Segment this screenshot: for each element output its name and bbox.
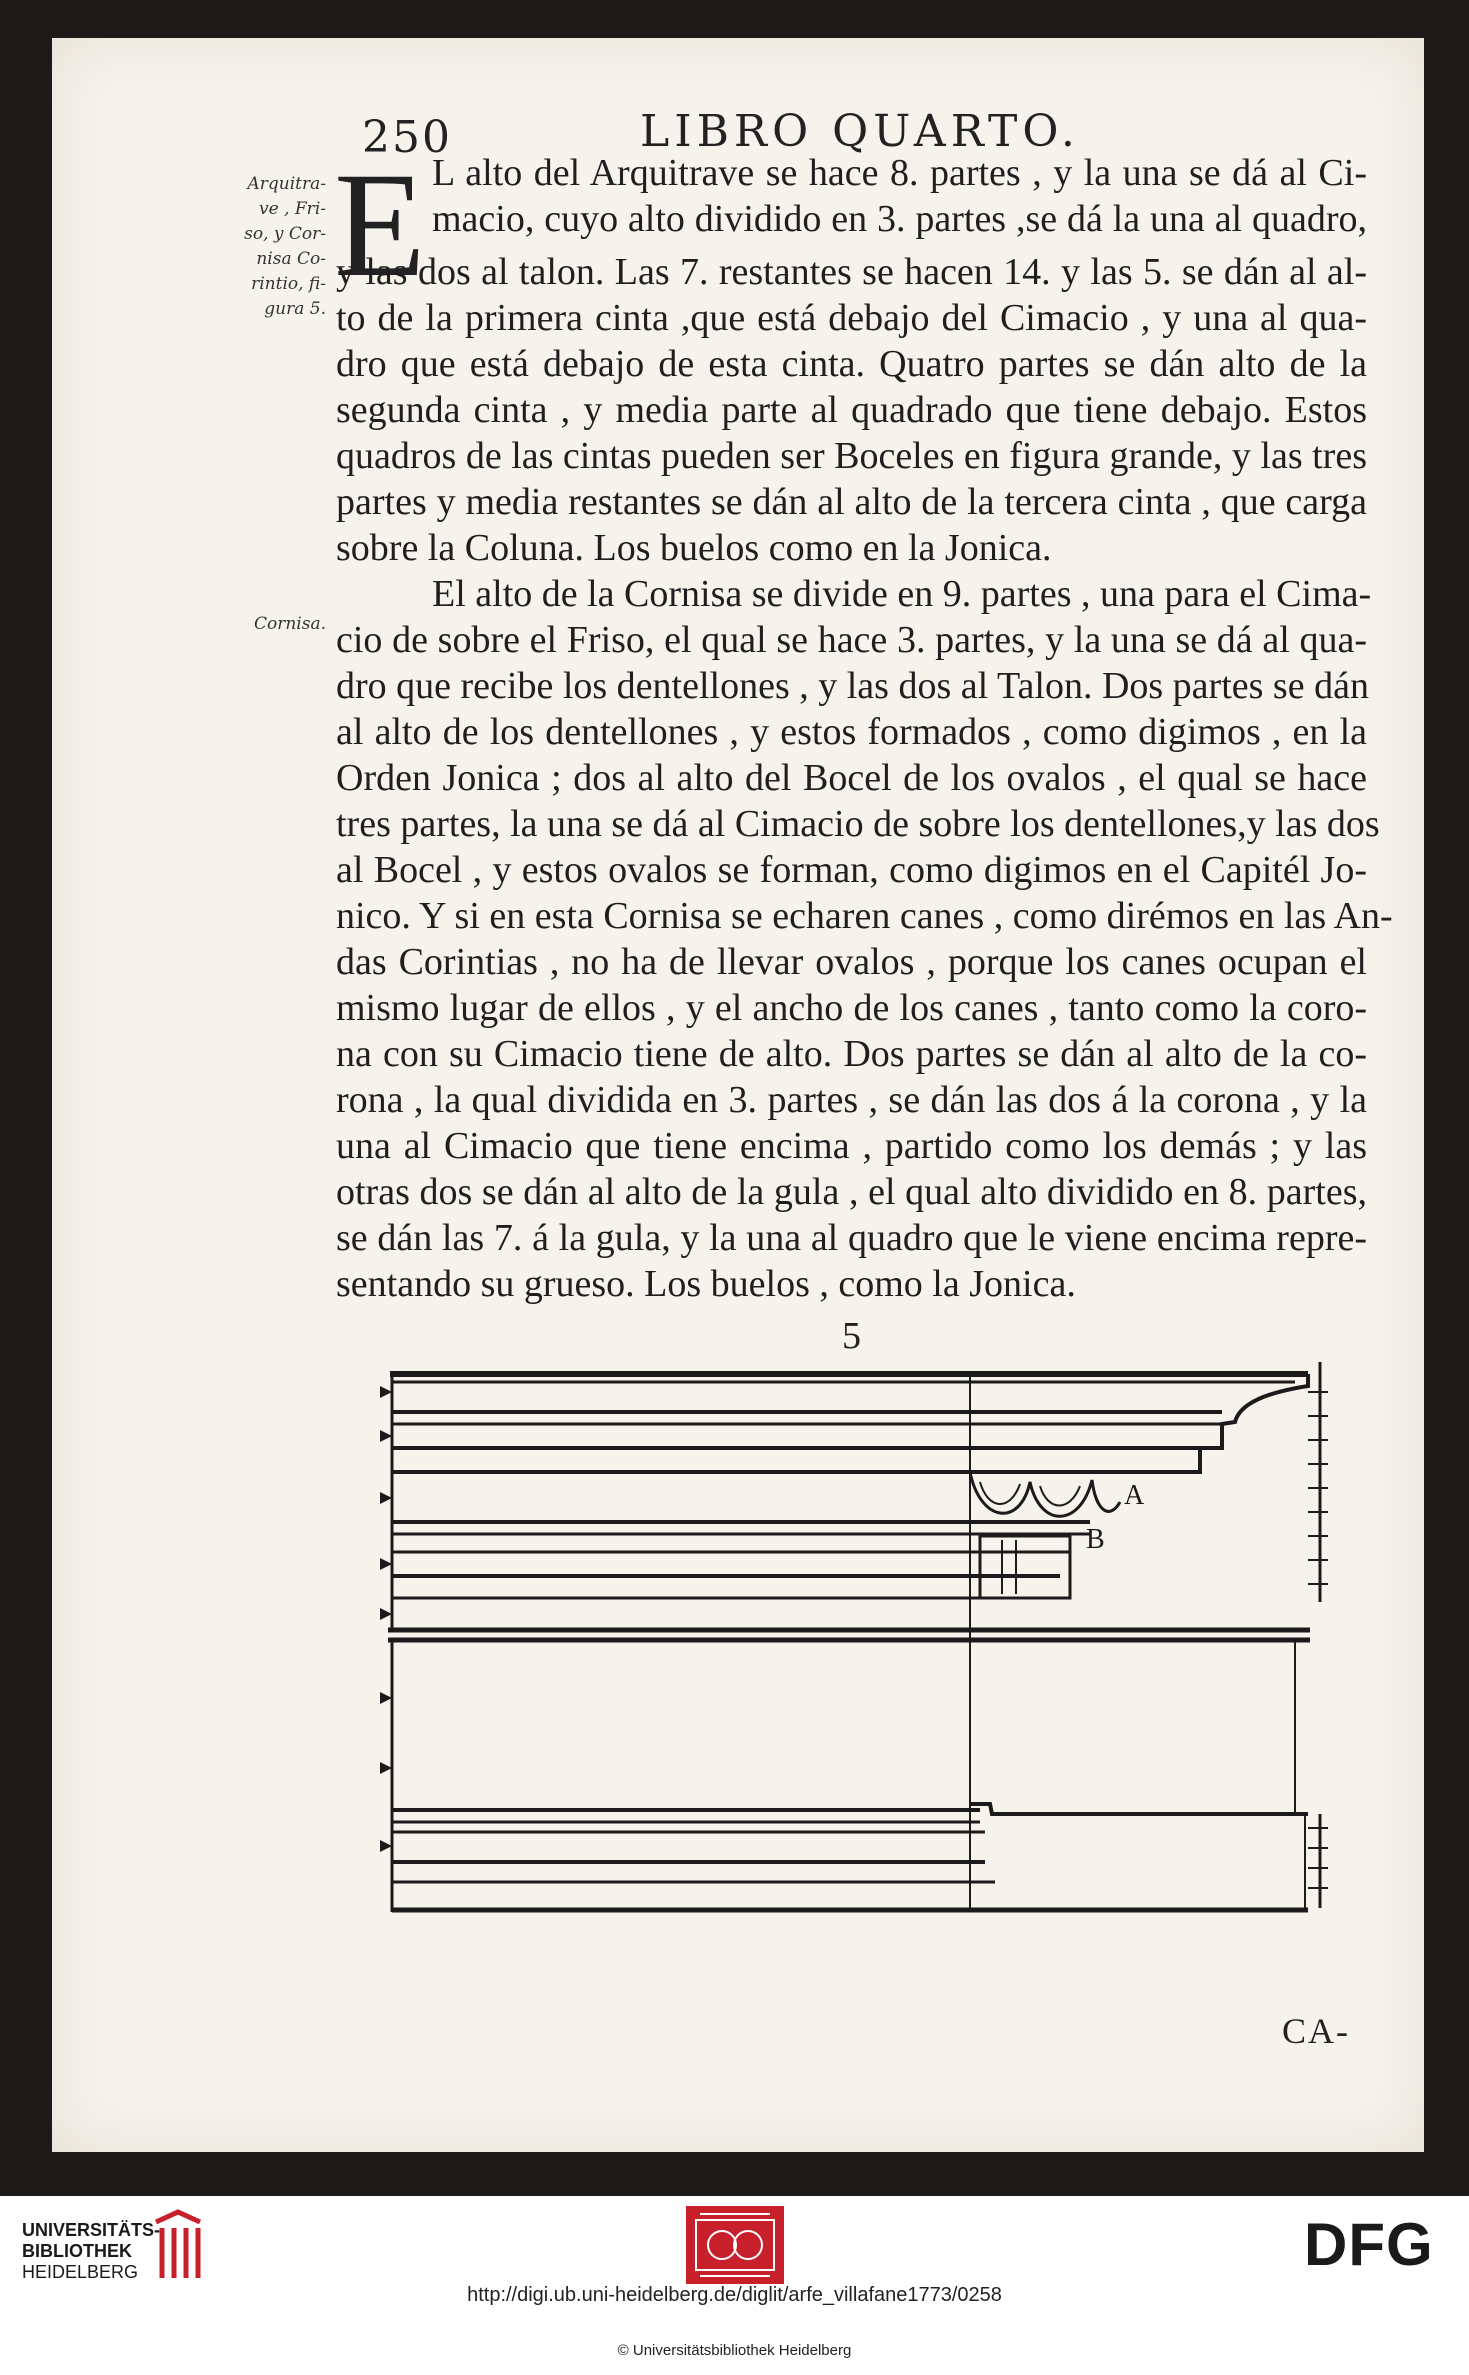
text-line: partes y media restantes se dán al alto de la tercera cinta , que carga	[336, 481, 1367, 523]
text-line: dro que recibe los dentellones , y las dos al Talon. Dos partes se dán	[336, 665, 1369, 707]
text-line: una al Cimacio que tiene encima , partido como los demás ; y las	[336, 1125, 1367, 1167]
running-head: LIBRO QUARTO.	[640, 106, 1080, 157]
text-line: cio de sobre el Friso, el qual se hace 3. partes, y la una se dá al qua-	[336, 619, 1367, 661]
text-line: mismo lugar de ellos , y el ancho de los canes , tanto como la coro-	[336, 987, 1367, 1029]
left-tick	[380, 1430, 392, 1442]
episteme-logo	[686, 2206, 784, 2284]
text-line: tres partes, la una se dá al Cimacio de sobre los dentellones,y las dos	[336, 803, 1380, 845]
figure-number: 5	[842, 1315, 861, 1357]
text-line: L alto del Arquitrave se hace 8. partes , y la una se dá al Ci-	[432, 152, 1367, 194]
university-library-name	[22, 2220, 160, 2283]
text-line: nico. Y si en esta Cornisa se echaren canes , como dirémos en las An-	[336, 895, 1393, 937]
uni-line-3: HEIDELBERG	[22, 2262, 139, 2282]
text-line: sentando su grueso. Los buelos , como la Jonica.	[336, 1263, 1076, 1305]
text-line: al alto de los dentellones , y estos formados , como digimos , en la	[336, 711, 1367, 753]
margin-note-line: nisa Co-	[256, 249, 326, 269]
uni-line-2: BIBLIOTHEK	[22, 2241, 132, 2261]
left-tick	[380, 1558, 392, 1570]
text-line: al Bocel , y estos ovalos se forman, como digimos en el Capitél Jo-	[336, 849, 1367, 891]
text-line: das Corintias , no ha de llevar ovalos , porque los canes ocupan el	[336, 941, 1367, 983]
text-line: El alto de la Cornisa se divide en 9. partes , una para el Cima-	[432, 573, 1372, 615]
text-line: to de la primera cinta ,que está debajo del Cimacio , y una al qua-	[336, 297, 1367, 339]
left-tick	[380, 1762, 392, 1774]
margin-note-line: ve , Fri-	[259, 199, 326, 219]
margin-note-architrave	[236, 172, 326, 322]
text-line: na con su Cimacio tiene de alto. Dos partes se dán al alto de la co-	[336, 1033, 1367, 1075]
dfg-logo: DFG	[1304, 2211, 1434, 2278]
margin-note-line: Cornisa.	[253, 614, 326, 634]
permalink[interactable]: http://digi.ub.uni-heidelberg.de/diglit/arfe_villafane1773/0258	[467, 2284, 1002, 2306]
text-line: quadros de las cintas pueden ser Boceles en figura grande, y las tres	[336, 435, 1367, 477]
text-line: macio, cuyo alto dividido en 3. partes ,se dá la una al quadro,	[432, 198, 1367, 240]
margin-note-line: rintio, fi-	[251, 274, 326, 294]
left-tick	[380, 1692, 392, 1704]
episteme-icon	[686, 2206, 784, 2284]
copyright: © Universitätsbibliothek Heidelberg	[617, 2342, 852, 2359]
drop-capital: E	[334, 142, 426, 308]
ovolo-row	[970, 1472, 1120, 1516]
page-number: 250	[362, 112, 452, 163]
margin-note-line: gura 5.	[264, 299, 326, 319]
text-line: se dán las 7. á la gula, y la una al quadro que le viene encima repre-	[336, 1217, 1367, 1259]
dentil-block	[980, 1536, 1070, 1598]
text-line: y las dos al talon. Las 7. restantes se hacen 14. y las 5. se dán al al-	[336, 251, 1367, 293]
catchword: CA-	[1282, 2011, 1350, 2051]
text-line: sobre la Coluna. Los buelos como en la Jonica.	[336, 527, 1052, 569]
left-tick	[380, 1386, 392, 1398]
left-tick	[380, 1608, 392, 1620]
entablature-figure	[380, 1352, 1340, 1950]
margin-note-cornice	[236, 612, 326, 637]
text-line: segunda cinta , y media parte al quadrado que tiene debajo. Estos	[336, 389, 1367, 431]
text-line: dro que está debajo de esta cinta. Quatro partes se dán alto de la	[336, 343, 1367, 385]
figure-label-b: B	[1086, 1524, 1105, 1555]
text-line: Orden Jonica ; dos al alto del Bocel de los ovalos , el qual se hace	[336, 757, 1367, 799]
text-line: rona , la qual dividida en 3. partes , se dán las dos á la corona , y la	[336, 1079, 1367, 1121]
margin-note-line: so, y Cor-	[244, 224, 326, 244]
left-tick	[380, 1492, 392, 1504]
left-tick	[380, 1840, 392, 1852]
architrave-profile	[970, 1804, 1308, 1814]
text-line: otras dos se dán al alto de la gula , el qual alto dividido en 8. partes,	[336, 1171, 1367, 1213]
figure-label-a: A	[1124, 1480, 1145, 1511]
margin-note-line: Arquitra-	[247, 174, 326, 194]
uni-line-1: UNIVERSITÄTS-	[22, 2220, 161, 2240]
